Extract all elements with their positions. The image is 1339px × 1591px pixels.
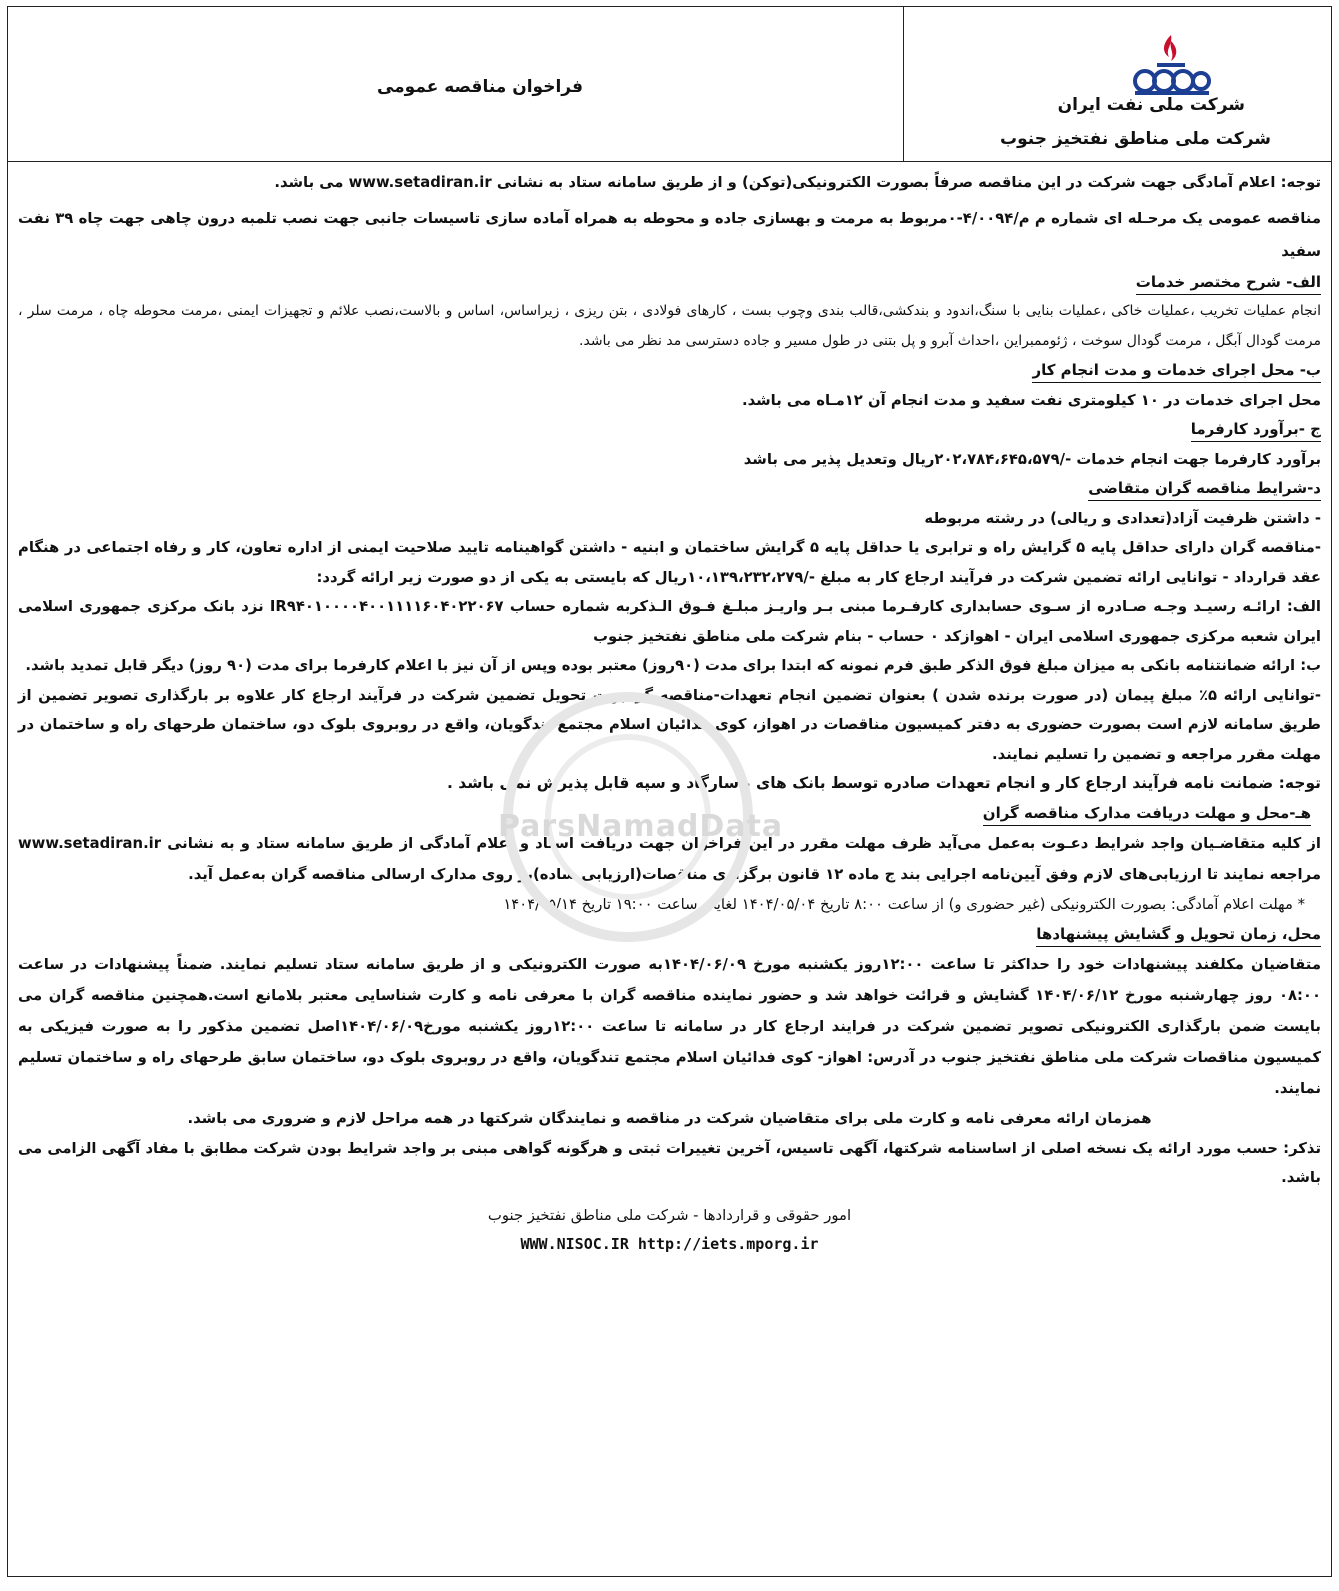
notice-body	[8, 162, 1331, 1260]
section-delivery-text: متقاضیان مکلفند پیشنهادات خود را حداکثر تا ساعت ۱۲:۰۰روز یکشنبه مورخ ۱۴۰۴/۰۶/۰۹به صورت الکترونیکی و از طریق سامانه ستاد تسلیم نمایند. ضمناً پیشنهادات در ساعت ۰۸:۰۰ روز چهارشنبه مورخ ۱۴۰۴/۰۶/۱۲ گشایش و قرائت خواهد شد و حضور نماینده مناقصه گران با معرفی نامه و کارت شناسایی معتبر بلامانع است.همچنین مناقصه گران می بایست ضمن بارگذاری الکترونیکی تصویر تضمین شرکت در فرایند ارجاع کار در سامانه تا ساعت ۱۲:۰۰روز یکشنبه مورخ۱۴۰۴/۰۶/۰۹اصل تضمین مذکور را به صورت فیزیکی به کمیسیون مناقصات شرکت ملی مناطق نفتخیز جنوب در آدرس: اهواز- کوی فدائیان اسلام مجتمع تندگویان، واقع در روبروی بلوک دو، ساختمان سابق طرحهای راه و ساختمان تسلیم نمایند.	[18, 956, 1321, 1097]
section-delivery-heading: محل، زمان تحویل و گشایش پیشنهادها	[1036, 922, 1321, 947]
tender-notice-page	[7, 6, 1332, 1577]
section-d-heading: د-شرایط مناقصه گران متقاضی	[1088, 476, 1321, 501]
footer-websites[interactable]: WWW.NISOC.IR http://iets.mporg.ir	[520, 1235, 819, 1253]
company-name: شرکت ملی نفت ایران	[1057, 95, 1245, 115]
page-title: فراخوان مناقصه عمومی	[376, 77, 583, 97]
section-d-item-3: -توانایی ارائه ۵٪ مبلغ پیمان (در صورت برنده شدن ) بعنوان تضمین انجام تعهدات-مناقصه گر جهت تحویل تضمین شرکت در فرآیند ارجاع کار علاوه بر بارگذاری تصویر تضمین از طریق سامانه لازم است بصورت حضوری به دفتر کمیسیون مناقصات در اهواز، کوی فدائیان اسلام مجتمع تندگویان، واقع در روبروی بلوک دو، ساختمان طرحهای راه و ساختمان در مهلت مقرر مراجعه و تضمین را تسلیم نمایند.	[18, 686, 1321, 763]
nioc-flame-logo-icon	[1131, 33, 1211, 97]
note-documents: تذکر: حسب مورد ارائه یک نسخه اصلی از اساسنامه شرکتها، آگهی تاسیس، آخرین تغییرات ثبتی و هرگونه گواهی مبنی بر واجد شرایط بودن شرکت مطابق با مفاد آگهی الزامی می باشد.	[18, 1139, 1321, 1186]
section-d-item-be: ب: ارائه ضمانتنامه بانکی به میزان مبلغ فوق الذکر طبق فرم نمونه که ابتدا برای مدت (۹۰روز) معتبر بوده وپس از آن نیز با اعلام کارفرما برای مدت (۹۰ روز) دیگر قابل تمدید باشد.	[25, 657, 1321, 674]
footer-department: امور حقوقی و قراردادها - شرکت ملی مناطق نفتخیز جنوب	[487, 1206, 852, 1224]
section-a-text: انجام عملیات تخریب ،عملیات خاکی ،عملیات بنایی با سنگ،اندود و بندکشی،قالب بندی وچوب بست ، کارهای فولادی ، بتن ریزی ، زیراساس، اساس و بالاست،نصب علائم و تجهیزات ایمنی ،مرمت محوطه چاه ، مرمت سلر ، مرمت گودال آبگل ، مرمت گودال سوخت ، ژئوممبراین ،احداث آبرو و پل بتنی در طول مسیر و جاده دسترسی مد نظر می باشد.	[18, 303, 1321, 349]
header-company-block	[903, 7, 1331, 161]
section-h-deadline: * مهلت اعلام آمادگی: بصورت الکترونیکی (غیر حضوری و) از ساعت ۸:۰۰ تاریخ ۱۴۰۴/۰۵/۰۴ لغایت ساعت ۱۹:۰۰ تاریخ ۱۴۰۴/۰۵/۱۴	[503, 896, 1305, 913]
header	[8, 7, 1331, 162]
section-b-text: محل اجرای خدمات در ۱۰ کیلومتری نفت سفید و مدت انجام آن ۱۲مـاه می باشد.	[741, 391, 1321, 409]
section-c-text: برآورد کارفرما جهت انجام خدمات -/۲۰۲،۷۸۴،۶۴۵،۵۷۹ریال وتعدیل پذیر می باشد	[743, 450, 1321, 468]
notice-banks: توجه: ضمانت نامه فرآیند ارجاع کار و انجام تعهدات صادره توسط بانک های پاسارگاد و سپه قابل پذیرش نمی باشد .	[446, 774, 1321, 792]
section-d-item-alef: الف: ارائـه رسیـد وجـه صـادره از سـوی حسابداری کارفـرما مبنی بـر واریـز مبلـغ فـوق الـذکربه شماره حساب IR۹۴۰۱۰۰۰۰۴۰۰۱۱۱۱۶۰۴۰۲۲۰۶۷ نزد بانک مرکزی جمهوری اسلامی ایران شعبه مرکزی جمهوری اسلامی ایران - اهوازکد ۰ حساب - بنام شرکت ملی مناطق نفتخیز جنوب	[18, 598, 1321, 645]
section-b-heading: ب- محل اجرای خدمات و مدت انجام کار	[1032, 358, 1321, 383]
tender-intro: مناقصه عمومی یک مرحـله ای شماره م م/۴/۰۰۹۴-۰مربوط به مرمت و بهسازی جاده و محوطه به همراه آماده سازی تاسیسات جانبی جهت نصب تلمبه درون چاهی جهت چاه ۳۹ نفت سفید	[18, 209, 1321, 260]
note-identification: همزمان ارائه معرفی نامه و کارت ملی برای متقاضیان شرکت در مناقصه و نمایندگان شرکتها در همه مراحل لازم و ضروری می باشد.	[187, 1110, 1152, 1127]
watermark-brand: ParsNamadData	[498, 809, 784, 844]
notice-electronic: توجه: اعلام آمادگی جهت شرکت در این مناقصه صرفاً بصورت الکترونیکی(توکن) و از طریق سامانه ستاد به نشانی www.setadiran.ir می باشد.	[274, 174, 1321, 191]
subsidiary-name: شرکت ملی مناطق نفتخیز جنوب	[1000, 129, 1271, 149]
section-h-text: از کلیه متقاضـیان واجد شرایط دعـوت به‌عمل می‌آید ظرف مهلت مقرر در این فراخوان جهت دریافت اسناد و اعلام آمادگی از طریق سامانه ستاد و به نشانی www.setadiran.ir مراجعه نمایند تا ارزیابی‌های لازم وفق آیین‌نامه اجرایی بند ج ماده ۱۲ قانون برگزاری مناقصات(ارزیابی ساده)بر روی مدارک ارسالی مناقصه گران به‌عمل آید.	[18, 835, 1321, 883]
section-d-item-1: - داشتن ظرفیت آزاد(تعدادی و ریالی) در رشته مربوطه	[924, 509, 1321, 527]
section-h-heading: هـ-محل و مهلت دریافت مدارک مناقصه گران	[983, 801, 1311, 826]
section-d-item-2: -مناقصه گران دارای حداقل پایه ۵ گرایش راه و ترابری یا حداقل پایه ۵ گرایش ساختمان و ابنیه - داشتن گواهینامه تایید صلاحیت ایمنی از اداره تعاون، کار و رفاه اجتماعی در هنگام عقد قرارداد - توانایی ارائه تضمین شرکت در فرآیند ارجاع کار به مبلغ -/۱۰،۱۳۹،۲۳۲،۲۷۹ریال که بایستی به یکی از دو صورت زیر ارائه گردد:	[18, 539, 1321, 586]
header-title-block	[8, 7, 903, 161]
section-a-heading: الف- شرح مختصر خدمات	[1136, 270, 1321, 295]
section-c-heading: ج -برآورد کارفرما	[1191, 417, 1321, 442]
